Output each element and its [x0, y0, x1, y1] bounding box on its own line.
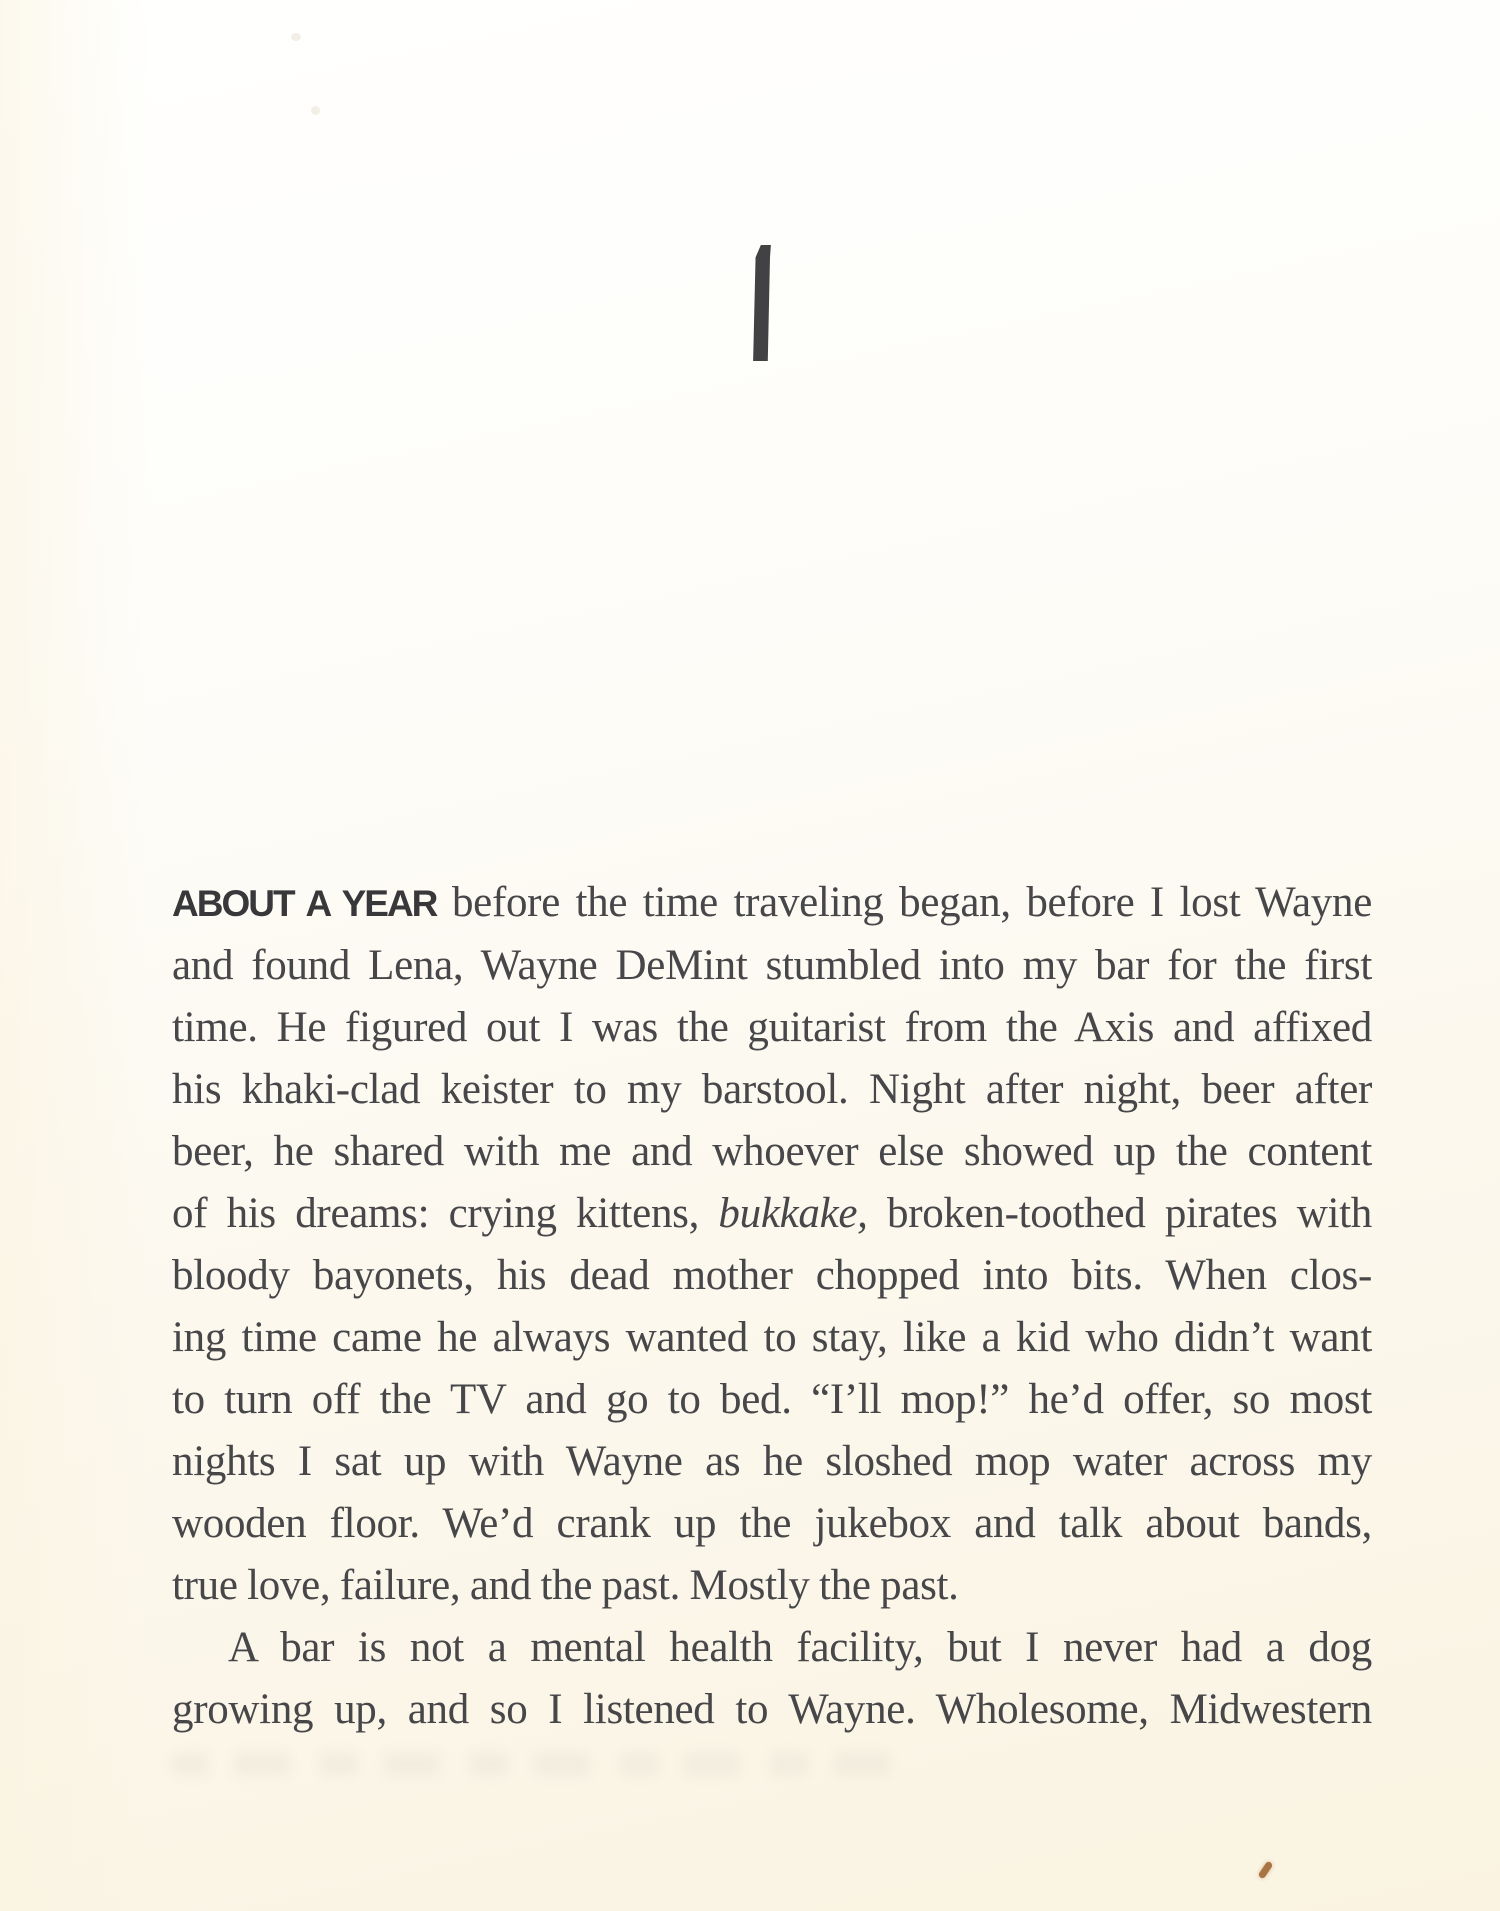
body-text: and found Lena, Wayne DeMint stumbled into my bar for the first — [172, 942, 1372, 989]
paper-speck — [291, 33, 301, 41]
body-text: of his dreams: crying kittens, — [172, 1190, 719, 1237]
body-text: growing up, and so I listened to Wayne. Wholesome, Midwestern — [172, 1686, 1372, 1733]
text-line — [172, 1183, 1372, 1245]
text-line — [172, 935, 1372, 997]
text-line — [172, 997, 1372, 1059]
italic-text: bukkake, — [718, 1190, 868, 1237]
body-text: time. He figured out I was the guitarist from the Axis and affixed — [172, 1004, 1372, 1051]
text-line — [172, 1059, 1372, 1121]
body-text: before the time traveling began, before I lost Wayne — [436, 879, 1372, 926]
text-line — [172, 1679, 1372, 1741]
text-line — [172, 1307, 1372, 1369]
text-line — [172, 872, 1372, 935]
body-text-block — [172, 872, 1372, 1741]
body-text: ing time came he always wanted to stay, like a kid who didn’t want — [172, 1314, 1372, 1361]
body-text: his khaki-clad keister to my barstool. Night after night, beer after — [172, 1066, 1372, 1113]
chapter-numeral-one-glyph — [752, 245, 772, 361]
body-text: nights I sat up with Wayne as he sloshed mop water across my — [172, 1438, 1372, 1485]
body-text: broken-toothed pirates with — [867, 1190, 1372, 1237]
text-line — [172, 1431, 1372, 1493]
body-text: A bar is not a mental health facility, but I never had a dog — [228, 1624, 1372, 1671]
text-line — [172, 1617, 1372, 1679]
text-line — [172, 1369, 1372, 1431]
text-line — [172, 1245, 1372, 1307]
body-text: wooden floor. We’d crank up the jukebox and talk about bands, — [172, 1500, 1372, 1547]
body-text: true love, failure, and the past. Mostly the past. — [172, 1562, 959, 1609]
show-through-artifact — [170, 1752, 910, 1776]
chapter-number — [752, 245, 772, 361]
lead-in-text: ABOUT A YEAR — [172, 883, 437, 924]
body-text: beer, he shared with me and whoever else showed up the content — [172, 1128, 1372, 1175]
paper-speck — [311, 106, 320, 115]
body-text: bloody bayonets, his dead mother chopped into bits. When clos- — [172, 1252, 1372, 1299]
body-text: to turn off the TV and go to bed. “I’ll mop!” he’d offer, so most — [172, 1376, 1372, 1423]
ink-smudge-mark — [1258, 1861, 1274, 1880]
text-line — [172, 1555, 1372, 1617]
text-line — [172, 1493, 1372, 1555]
text-line — [172, 1121, 1372, 1183]
